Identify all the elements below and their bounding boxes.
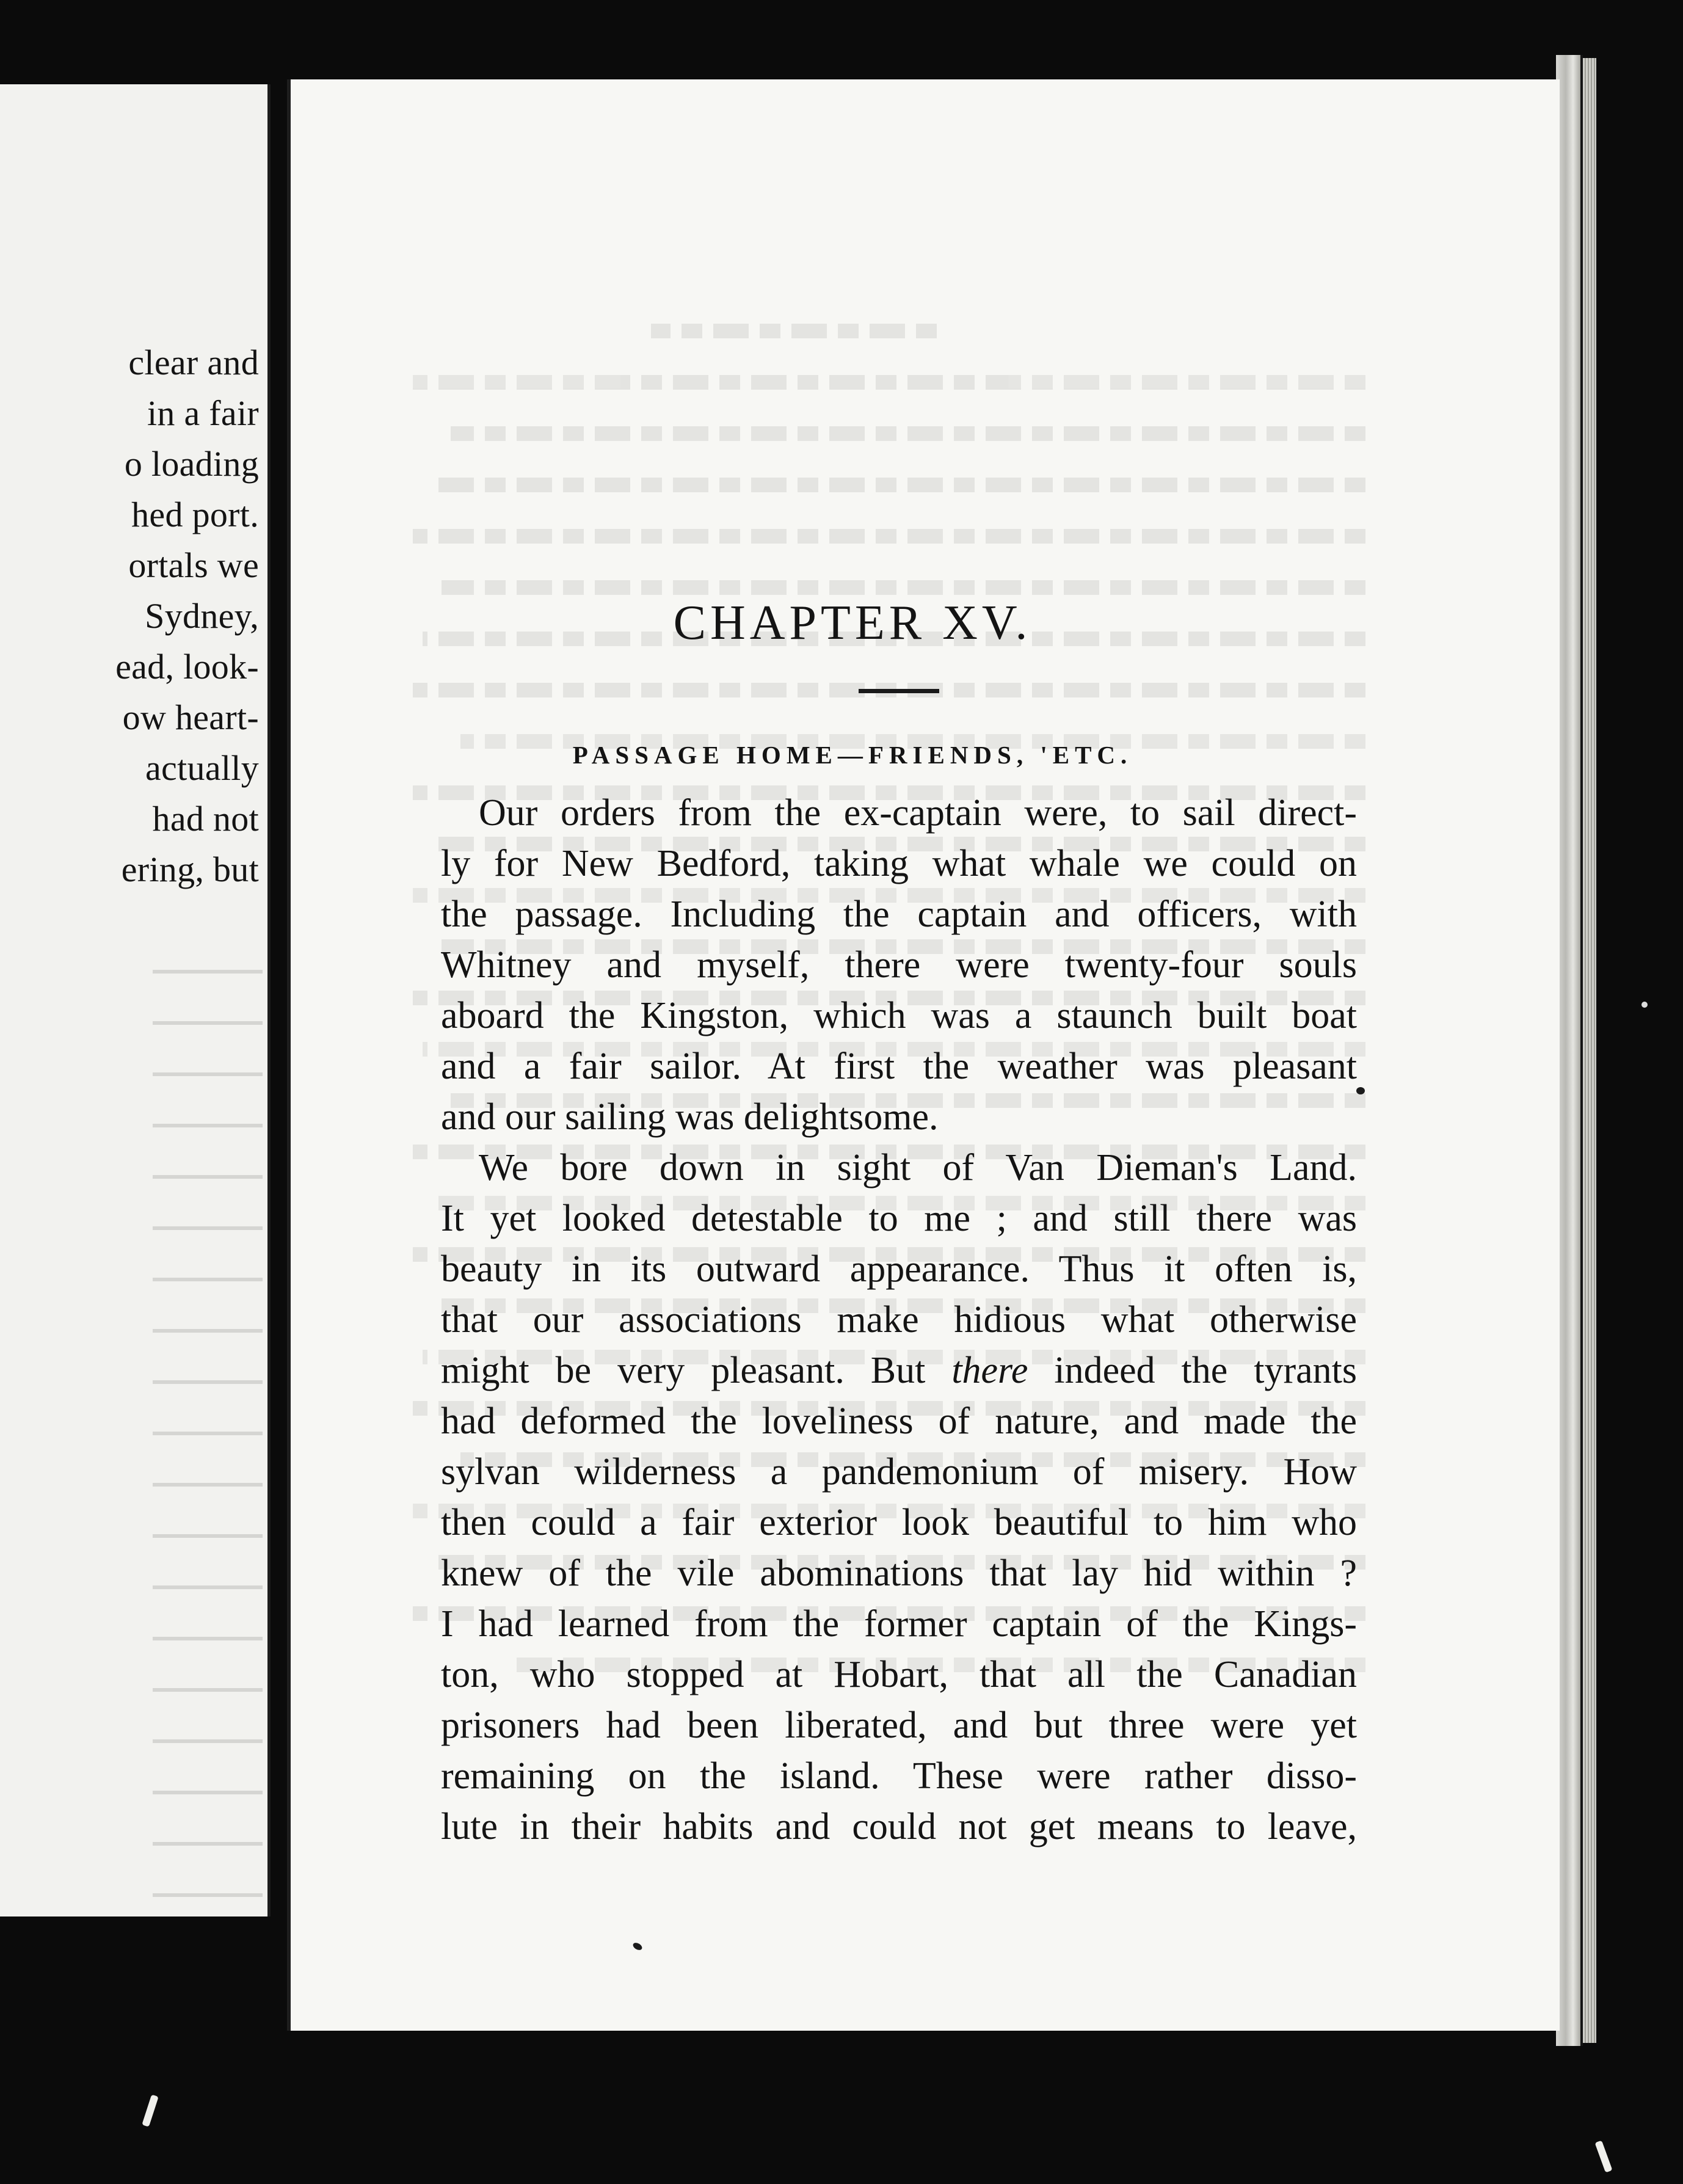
body-text <box>441 788 1357 1852</box>
page-stack-edge <box>1583 58 1596 2043</box>
text-line: It yet looked detestable to me ; and still there was <box>441 1198 1357 1239</box>
text-line: Our orders from the ex-captain were, to sail direct- <box>479 792 1357 834</box>
text-line: prisoners had been liberated, and but three were yet <box>441 1705 1357 1746</box>
main-page <box>287 79 1560 2031</box>
scan-artifact <box>1594 2141 1612 2173</box>
left-page-line: ow heart- <box>122 697 259 737</box>
text-line: remaining on the island. These were rather disso- <box>441 1755 1357 1797</box>
text-line: sylvan wilderness a pandemonium of misery. How <box>441 1451 1357 1493</box>
page-edge <box>1556 55 1583 2046</box>
text-line: and a fair sailor. At first the weather was pleasant <box>441 1046 1357 1087</box>
left-page-line: actually <box>145 748 259 788</box>
text-line: Whitney and myself, there were twenty-four souls <box>441 944 1357 986</box>
chapter-subtitle: PASSAGE HOME—FRIENDS, 'ETC. <box>572 741 1133 769</box>
text-line: and our sailing was delightsome. <box>441 1096 939 1138</box>
text-line: beauty in its outward appearance. Thus it often is, <box>441 1248 1357 1290</box>
left-page-line: o loading <box>124 444 259 484</box>
text-line: had deformed the loveliness of nature, and made the <box>441 1400 1357 1442</box>
text-line: knew of the vile abominations that lay hid within ? <box>441 1552 1357 1594</box>
left-page-line: ering, but <box>121 850 259 889</box>
bleed-through-text <box>153 970 263 1916</box>
left-page-line: hed port. <box>131 495 259 534</box>
text-line: aboard the Kingston, which was a staunch built boat <box>441 995 1357 1036</box>
text-line: lute in their habits and could not get means to leave, <box>441 1806 1357 1847</box>
ink-speck <box>1356 1087 1365 1094</box>
left-page-line: clear and <box>128 343 259 382</box>
left-page-line: ortals we <box>128 545 259 585</box>
text-line: We bore down in sight of Van Dieman's Land. <box>479 1147 1357 1188</box>
text-line: that our associations make hidious what otherwise <box>441 1299 1357 1341</box>
text-line: the passage. Including the captain and officers, with <box>441 894 1357 935</box>
scan-artifact <box>142 2094 158 2127</box>
left-page-line: ead, look- <box>115 647 259 686</box>
title-divider <box>859 689 939 693</box>
ink-speck <box>632 1942 644 1952</box>
left-facing-page <box>0 84 271 1916</box>
text-line: ly for New Bedford, taking what whale we could on <box>441 843 1357 884</box>
left-page-line: in a fair <box>147 393 259 433</box>
chapter-title: CHAPTER XV. <box>673 596 1032 650</box>
text-line: then could a fair exterior look beautiful to him who <box>441 1502 1357 1543</box>
text-line: might be very pleasant. But there indeed the tyrants <box>441 1350 1357 1391</box>
scan-artifact <box>1641 1002 1648 1008</box>
text-line: ton, who stopped at Hobart, that all the Canadian <box>441 1654 1357 1695</box>
left-page-line: Sydney, <box>145 596 259 636</box>
text-line: I had learned from the former captain of the Kings- <box>441 1603 1357 1645</box>
left-page-line: had not <box>152 799 259 839</box>
